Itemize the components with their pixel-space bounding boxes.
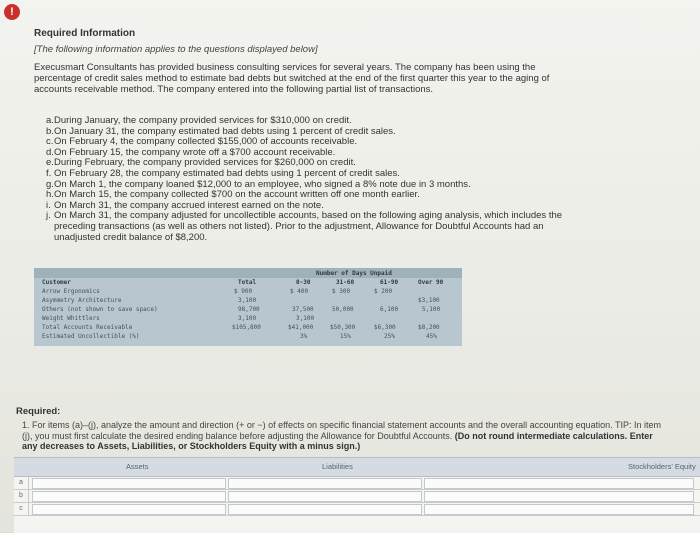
table-cell: 3% xyxy=(300,333,308,340)
aging-table xyxy=(34,268,462,346)
assets-input-a[interactable] xyxy=(32,478,226,489)
answer-grid-header xyxy=(14,458,700,477)
aging-header-band xyxy=(34,268,462,278)
header-customer: Customer xyxy=(42,279,71,286)
assets-input-c[interactable] xyxy=(32,504,226,515)
table-cell: 3,100 xyxy=(296,315,315,322)
table-row xyxy=(14,503,700,516)
table-row-name: Estimated Uncollectible (%) xyxy=(42,333,140,340)
answer-grid xyxy=(14,457,700,533)
table-cell: $3,100 xyxy=(418,297,440,304)
table-cell: $ 200 xyxy=(374,288,393,295)
table-cell: 5,100 xyxy=(422,306,441,313)
question-emphasis: (Do not round intermediate calculations. Enter any decreases to Assets, Liabilities, or Stockholders Equity with a minus sign.) xyxy=(22,430,653,451)
table-row-name: Others (not shown to save space) xyxy=(42,306,158,313)
list-item: e. During February, the company provided services for $260,000 on credit. xyxy=(46,157,356,169)
table-cell: $ 300 xyxy=(332,288,351,295)
required-label: Required: xyxy=(16,406,61,417)
table-cell: 3,100 xyxy=(238,297,257,304)
table-cell: $105,800 xyxy=(232,324,261,331)
table-cell: 50,000 xyxy=(332,306,354,313)
table-row-name: Weight Whittlers xyxy=(42,315,100,322)
list-item: h. On March 15, the company collected $700 on the account written off one month earlier. xyxy=(46,189,420,201)
list-item: g. On March 1, the company loaned $12,000 to an employee, who signed a 8% note due in 3 months. xyxy=(46,178,471,190)
table-row-name: Asymmetry Architecture xyxy=(42,297,122,304)
header-total: Total xyxy=(238,279,257,286)
liabilities-input-b[interactable] xyxy=(228,491,422,502)
table-cell: 98,700 xyxy=(238,306,260,313)
question-text xyxy=(22,420,662,452)
row-label: a xyxy=(14,477,29,489)
row-label: b xyxy=(14,490,29,502)
column-stockholders-equity: Stockholders' Equity xyxy=(628,462,696,471)
list-item: c. On February 4, the company collected $155,000 of accounts receivable. xyxy=(46,136,358,148)
intro-paragraph: Execusmart Consultants has provided business consulting services for several years. The company has been using the percentage of credit sales method to estimate bad debts but switched at the end of the first quarter this year to the aging of accounts receivable method. The company entered into the following partial list of transactions. xyxy=(34,62,550,95)
table-cell: 3,100 xyxy=(238,315,257,322)
table-cell: 15% xyxy=(340,333,351,340)
table-cell: 45% xyxy=(426,333,437,340)
list-item: a. During January, the company provided services for $310,000 on credit. xyxy=(46,115,352,126)
question-body: 1. For items (a)–(j), analyze the amount and direction (+ or −) of effects on specific financial statement accounts and the overall accounting equation. TIP: In item (j), you must first calculate the desired ending balance before adjusting the Allowance for Doubtful Accounts. xyxy=(22,420,662,441)
equity-input-b[interactable] xyxy=(424,491,694,502)
row-label: c xyxy=(14,503,29,515)
table-row-name: Total Accounts Receivable xyxy=(42,324,133,331)
header-31-60: 31-60 xyxy=(336,279,355,286)
table-cell: 25% xyxy=(384,333,395,340)
assets-input-b[interactable] xyxy=(32,491,226,502)
equity-input-c[interactable] xyxy=(424,504,694,515)
column-assets: Assets xyxy=(126,462,149,471)
table-cell: $50,300 xyxy=(330,324,356,331)
table-row xyxy=(14,477,700,490)
list-item: i. On March 31, the company accrued interest earned on the note. xyxy=(46,199,324,211)
table-cell: $6,300 xyxy=(374,324,396,331)
header-61-90: 61-90 xyxy=(380,279,399,286)
table-cell: $ 900 xyxy=(234,288,253,295)
table-row-name: Arrow Ergonomics xyxy=(42,288,100,295)
required-information-title: Required Information xyxy=(34,28,136,39)
applies-note: [The following information applies to the questions displayed below] xyxy=(34,44,318,55)
table-cell: $ 400 xyxy=(290,288,309,295)
header-over-90: Over 90 xyxy=(418,279,444,286)
transaction-list xyxy=(46,116,566,243)
liabilities-input-c[interactable] xyxy=(228,504,422,515)
list-item: d. On February 15, the company wrote off a $700 account receivable. xyxy=(46,146,336,158)
list-item: f. On February 28, the company estimated bad debts using 1 percent of credit sales. xyxy=(46,167,400,179)
equity-input-a[interactable] xyxy=(424,478,694,489)
alert-icon: ! xyxy=(4,4,20,20)
table-cell: $8,200 xyxy=(418,324,440,331)
table-cell: 37,500 xyxy=(292,306,314,313)
list-item: j. On March 31, the company adjusted for uncollectible accounts, based on the following aging analysis, which includes the preceding transactions (as well as others not listed). Prior to the adjustment, Allowance for Doubtful Accounts had an unadjusted credit balance of $8,200. xyxy=(46,210,563,243)
table-cell: $41,000 xyxy=(288,324,314,331)
header-0-30: 0-30 xyxy=(296,279,311,286)
liabilities-input-a[interactable] xyxy=(228,478,422,489)
list-item: b. On January 31, the company estimated bad debts using 1 percent of credit sales. xyxy=(46,125,396,137)
column-liabilities: Liabilities xyxy=(322,462,353,471)
aging-title: Number of Days Unpaid xyxy=(316,270,392,277)
table-cell: 6,100 xyxy=(380,306,399,313)
table-row xyxy=(14,490,700,503)
